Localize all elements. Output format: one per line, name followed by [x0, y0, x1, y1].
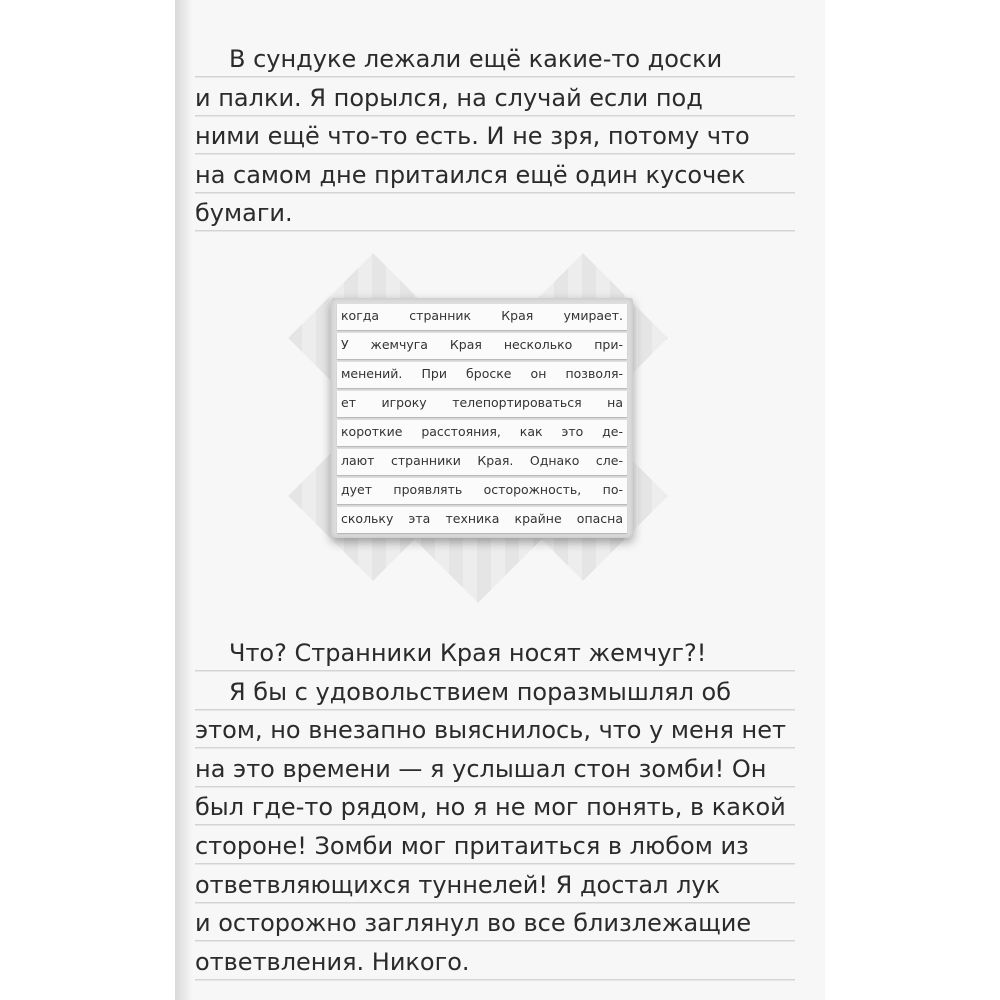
- text-line: Что? Странники Края носят жемчуг?!: [195, 636, 795, 675]
- text-line: Я бы с удовольствием поразмышлял об: [195, 675, 795, 714]
- note-illustration: [293, 258, 663, 576]
- paper-scrap: [331, 298, 633, 538]
- text-line: на это времени — я услышал стон зомби! Он: [195, 752, 795, 791]
- text-line: и осторожно заглянул во все близлежащие: [195, 906, 795, 945]
- note-line: лают странники Края. Однако сле-: [337, 449, 627, 475]
- note-line: менений. При броске он позволя-: [337, 362, 627, 388]
- text-line: ними ещё что-то есть. И не зря, потому что: [195, 119, 795, 158]
- paragraph-bottom: [195, 636, 795, 983]
- text-line: и палки. Я порылся, на случай если под: [195, 81, 795, 120]
- text-line: этом, но внезапно выяснилось, что у меня нет: [195, 713, 795, 752]
- text-line: ответвления. Никого.: [195, 945, 795, 984]
- note-line: скольку эта техника крайне опасна: [337, 507, 627, 533]
- paragraph-top: [195, 42, 795, 235]
- note-line: ет игроку телепортироваться на: [337, 391, 627, 417]
- note-line: У жемчуга Края несколько при-: [337, 333, 627, 359]
- text-line: В сундуке лежали ещё какие-то доски: [195, 42, 795, 81]
- text-line: стороне! Зомби мог притаиться в любом из: [195, 829, 795, 868]
- note-line: когда странник Края умирает.: [337, 304, 627, 330]
- book-page: [175, 0, 825, 1000]
- text-line: ответвляющихся туннелей! Я достал лук: [195, 868, 795, 907]
- note-line: дует проявлять осторожность, по-: [337, 478, 627, 504]
- text-line: бумаги.: [195, 196, 795, 235]
- text-line: на самом дне притаился ещё один кусочек: [195, 158, 795, 197]
- text-line: был где-то рядом, но я не мог понять, в какой: [195, 790, 795, 829]
- note-line: короткие расстояния, как это де-: [337, 420, 627, 446]
- page-gutter-shadow: [175, 0, 193, 1000]
